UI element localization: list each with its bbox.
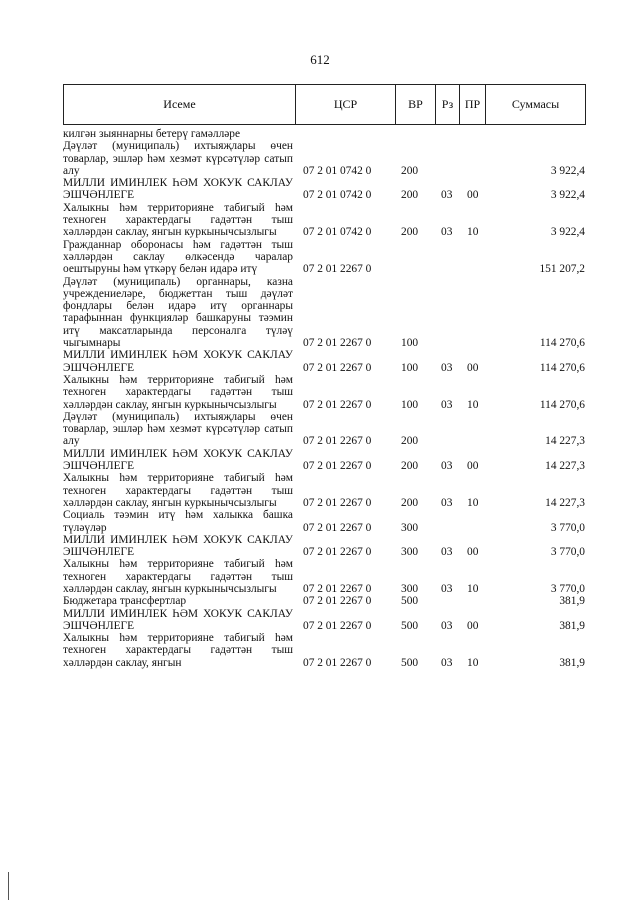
table-row: [63, 558, 585, 595]
row-csr: 07 2 01 2267 0: [303, 460, 372, 473]
row-name: Халыкны һәм территорияне табигый һәм техноген характердагы гадәттән тыш хәлләрдән саклау, янгын куркынычсызлыгы: [63, 472, 293, 509]
table-row: [63, 411, 585, 448]
margin-mark: [8, 872, 9, 900]
row-csr: 07 2 01 2267 0: [303, 582, 372, 595]
row-vr: 300: [401, 521, 419, 534]
row-pr: 00: [467, 361, 479, 374]
row-csr: 07 2 01 2267 0: [303, 496, 372, 509]
row-vr: 100: [401, 337, 419, 350]
row-vr: 200: [401, 460, 419, 473]
header-name: Исеме: [64, 85, 296, 125]
row-rz: 03: [441, 619, 453, 632]
row-pr: 00: [467, 189, 479, 202]
row-rz: 03: [441, 460, 453, 473]
row-name: Халыкны һәм территорияне табигый һәм техноген характердагы гадәттән тыш хәлләрдән саклау, янгын куркынычсызлыгы: [63, 201, 293, 239]
table-row: [63, 534, 585, 559]
row-pr: 00: [467, 619, 479, 632]
table-row: [63, 202, 585, 239]
row-name: Дәүләт (муниципаль) ихтыяҗлары өчен товарлар, эшләр һәм хезмәт күрсәтүләр сатып алу: [63, 410, 293, 448]
row-rz: 03: [441, 226, 453, 239]
row-name: килгән зыяннарны бетерү гамәлләре: [63, 128, 241, 140]
row-vr: 500: [401, 595, 419, 608]
row-name: Дәүләт (муниципаль) органнары, казна учреждениеләре, бюджеттан тыш дәүләт фондлары белән идарә итү органнары тарафыннан функцияләр башкаруны тәэмин итү максатларында персоналга түләү чыгымнары: [63, 275, 293, 350]
header-vr: ВР: [396, 85, 436, 125]
table-row: [63, 472, 585, 509]
row-csr: 07 2 01 2267 0: [303, 435, 372, 448]
table-row: [63, 140, 585, 177]
row-name: Халыкны һәм территорияне табигый һәм техноген характердагы гадәттән тыш хәлләрдән саклау, янгын куркынычсызлыгы: [63, 558, 293, 595]
row-vr: 100: [401, 398, 419, 411]
row-csr: 07 2 01 2267 0: [303, 361, 372, 374]
row-csr: 07 2 01 2267 0: [303, 546, 372, 559]
row-name: МИЛЛИ ИМИНЛЕК ҺӘМ ХОКУК САКЛАУ ЭШЧӘНЛЕГЕ: [63, 533, 293, 559]
row-vr: 500: [401, 656, 419, 669]
row-rz: 03: [441, 656, 453, 669]
row-pr: 00: [467, 546, 479, 559]
table-row: [63, 509, 585, 534]
row-vr: 200: [401, 189, 419, 202]
table-row: [63, 276, 585, 350]
row-name: Халыкны һәм территорияне табигый һәм техноген характердагы гадәттән тыш хәлләрдән саклау, янгын: [63, 632, 293, 669]
row-csr: 07 2 01 2267 0: [303, 595, 372, 608]
row-sum: 114 270,6: [539, 361, 585, 374]
row-name: МИЛЛИ ИМИНЛЕК ҺӘМ ХОКУК САКЛАУ ЭШЧӘНЛЕГЕ: [63, 447, 293, 473]
row-name: Дәүләт (муниципаль) ихтыяҗлары өчен товарлар, эшләр һәм хезмәт күрсәтүләр сатып алу: [63, 140, 293, 177]
page-number: 612: [310, 52, 330, 67]
row-pr: 00: [467, 460, 479, 473]
row-sum: 381,9: [559, 619, 585, 632]
row-sum: 14 227,3: [545, 435, 585, 448]
header-sum: Суммасы: [486, 85, 586, 125]
row-csr: 07 2 01 2267 0: [303, 398, 372, 411]
row-sum: 3 770,0: [550, 582, 585, 595]
row-sum: 3 770,0: [550, 521, 585, 534]
row-sum: 114 270,6: [539, 337, 585, 350]
row-name: МИЛЛИ ИМИНЛЕК ҺӘМ ХОКУК САКЛАУ ЭШЧӘНЛЕГЕ: [63, 177, 293, 202]
row-vr: 200: [401, 435, 419, 448]
row-pr: 10: [467, 656, 479, 669]
row-pr: 10: [467, 496, 479, 509]
row-vr: 200: [401, 226, 419, 239]
header-rz: Рз: [436, 85, 460, 125]
row-sum: 381,9: [559, 656, 585, 669]
table-row: [63, 239, 585, 276]
row-rz: 03: [441, 546, 453, 559]
table-row: [63, 349, 585, 374]
table-row: [63, 632, 585, 669]
row-rz: 03: [441, 582, 453, 595]
row-name: Гражданнар оборонасы һәм гадәттән тыш хәлләрдән саклау өлкәсендә чаралар оештыруны һәм үткәрү белән идарә итү: [63, 238, 293, 276]
row-vr: 100: [401, 361, 419, 374]
row-csr: 07 2 01 0742 0: [303, 189, 372, 202]
row-rz: 03: [441, 398, 453, 411]
row-sum: 14 227,3: [545, 460, 585, 473]
row-vr: 300: [401, 582, 419, 595]
row-sum: 3 922,4: [550, 189, 585, 202]
row-csr: 07 2 01 2267 0: [303, 521, 372, 534]
row-sum: 381,9: [559, 595, 585, 608]
row-sum: 3 922,4: [550, 164, 585, 177]
row-rz: 03: [441, 496, 453, 509]
row-csr: 07 2 01 2267 0: [303, 619, 372, 632]
row-vr: 500: [401, 619, 419, 632]
row-pr: 10: [467, 398, 479, 411]
row-csr: 07 2 01 2267 0: [303, 263, 372, 276]
row-sum: 3 922,4: [550, 226, 585, 239]
row-vr: 300: [401, 546, 419, 559]
header-pr: ПР: [460, 85, 486, 125]
row-csr: 07 2 01 0742 0: [303, 164, 372, 177]
table-row: [63, 128, 585, 140]
row-name: МИЛЛИ ИМИНЛЕК ҺӘМ ХОКУК САКЛАУ ЭШЧӘНЛЕГЕ: [63, 607, 293, 632]
table-row: [63, 448, 585, 473]
row-csr: 07 2 01 2267 0: [303, 337, 372, 350]
row-sum: 151 207,2: [539, 263, 585, 276]
row-vr: 200: [401, 164, 419, 177]
row-sum: 3 770,0: [550, 546, 585, 559]
row-sum: 114 270,6: [539, 398, 585, 411]
row-rz: 03: [441, 189, 453, 202]
row-csr: 07 2 01 0742 0: [303, 226, 372, 239]
row-sum: 14 227,3: [545, 496, 585, 509]
row-pr: 10: [467, 582, 479, 595]
row-pr: 10: [467, 226, 479, 239]
table-header: [63, 84, 586, 125]
table-row: [63, 608, 585, 633]
row-vr: 200: [401, 496, 419, 509]
table-row: [63, 374, 585, 411]
header-csr: ЦСР: [296, 85, 396, 125]
table-row: [63, 177, 585, 202]
row-name: Социаль тәэмин итү һәм халыкка башка түләүләр: [63, 509, 293, 534]
row-name: Бюджетара трансфертлар: [63, 595, 187, 608]
table-row: [63, 595, 585, 607]
row-rz: 03: [441, 361, 453, 374]
row-name: МИЛЛИ ИМИНЛЕК ҺӘМ ХОКУК САКЛАУ ЭШЧӘНЛЕГЕ: [63, 349, 293, 374]
table-body: [63, 128, 585, 669]
row-name: Халыкны һәм территорияне табигый һәм техноген характердагы гадәттән тыш хәлләрдән саклау, янгын куркынычсызлыгы: [63, 373, 293, 411]
row-csr: 07 2 01 2267 0: [303, 656, 372, 669]
